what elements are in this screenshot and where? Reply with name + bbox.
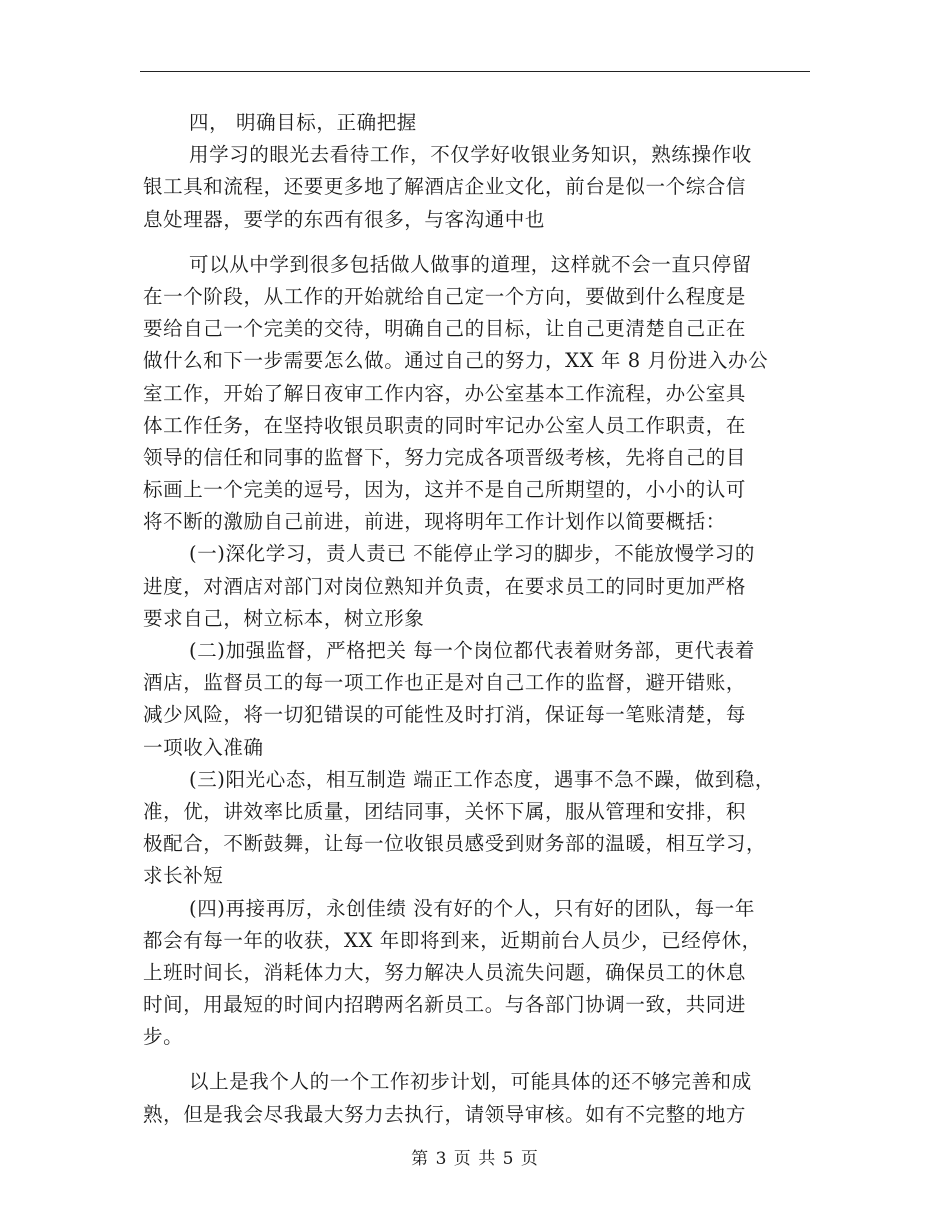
paragraph-line: 酒店，监督员工的每一项工作也正是对自己工作的监督，避开错账， — [143, 671, 747, 695]
paragraph-line: 要给自己一个完美的交待，明确自己的目标，让自己更清楚自己正在 — [143, 317, 747, 341]
paragraph-line: 体工作任务，在坚持收银员职责的同时牢记办公室人员工作职责，在 — [143, 413, 747, 437]
paragraph-line: 室工作，开始了解日夜审工作内容，办公室基本工作流程，办公室具 — [143, 381, 747, 405]
paragraph-line: 步。 — [143, 1025, 184, 1049]
paragraph-line: 用学习的眼光去看待工作，不仅学好收银业务知识，熟练操作收 — [189, 143, 752, 167]
paragraph-line: 减少风险，将一切犯错误的可能性及时打消，保证每一笔账清楚，每 — [143, 703, 747, 727]
paragraph-line: 在一个阶段，从工作的开始就给自己定一个方向，要做到什么程度是 — [143, 284, 747, 308]
document-body — [143, 107, 833, 1131]
paragraph-line: 进度，对酒店对部门对岗位熟知并负责，在要求员工的同时更加严格 — [143, 574, 747, 598]
section-heading: 四， 明确目标，正确把握 — [189, 111, 417, 134]
paragraph-line: 都会有每一年的收获，XX 年即将到来，近期前台人员少，已经停休， — [143, 928, 762, 952]
paragraph-line: 熟，但是我会尽我最大努力去执行，请领导审核。如有不完整的地方 — [143, 1102, 747, 1126]
paragraph-line: 领导的信任和同事的监督下，努力完成各项晋级考核，先将自己的目 — [143, 445, 747, 469]
paragraph-line: 标画上一个完美的逗号，因为，这并不是自己所期望的，小小的认可 — [143, 478, 747, 502]
paragraph-line: 求长补短 — [143, 864, 224, 888]
paragraph-line: (二)加强监督，严格把关 每一个岗位都代表着财务部，更代表着 — [189, 639, 755, 662]
paragraph-line: 做什么和下一步需要怎么做。通过自己的努力，XX 年 8 月份进入办公 — [143, 349, 769, 373]
page-footer: 第 3 页 共 5 页 — [411, 1149, 539, 1169]
header-rule — [140, 71, 810, 72]
paragraph-line: (一)深化学习，责人责已 不能停止学习的脚步，不能放慢学习的 — [189, 542, 755, 566]
paragraph-line: (四)再接再厉，永创佳绩 没有好的个人，只有好的团队，每一年 — [189, 896, 755, 920]
paragraph-line: 息处理器，要学的东西有很多，与客沟通中也 — [143, 207, 546, 231]
paragraph-line: (三)阳光心态，相互制造 端正工作态度，遇事不急不躁，做到稳， — [189, 767, 776, 791]
paragraph-line: 将不断的激励自己前进，前进，现将明年工作计划作以简要概括： — [143, 510, 726, 534]
paragraph-line: 要求自己，树立标本，树立形象 — [143, 606, 425, 630]
paragraph-line: 银工具和流程，还要更多地了解酒店企业文化，前台是似一个综合信 — [143, 175, 747, 199]
paragraph-line: 可以从中学到很多包括做人做事的道理，这样就不会一直只停留 — [189, 252, 752, 276]
paragraph-line: 准，优，讲效率比质量，团结同事，关怀下属，服从管理和安排，积 — [143, 799, 747, 823]
paragraph-line: 上班时间长，消耗体力大，努力解决人员流失问题，确保员工的休息 — [143, 960, 747, 984]
paragraph-line: 以上是我个人的一个工作初步计划，可能具体的还不够完善和成 — [189, 1070, 752, 1094]
paragraph-line: 一项收入准确 — [143, 735, 264, 759]
paragraph-line: 极配合，不断鼓舞，让每一位收银员感受到财务部的温暖，相互学习， — [143, 832, 767, 856]
paragraph-line: 时间，用最短的时间内招聘两名新员工。与各部门协调一致，共同进 — [143, 993, 747, 1017]
